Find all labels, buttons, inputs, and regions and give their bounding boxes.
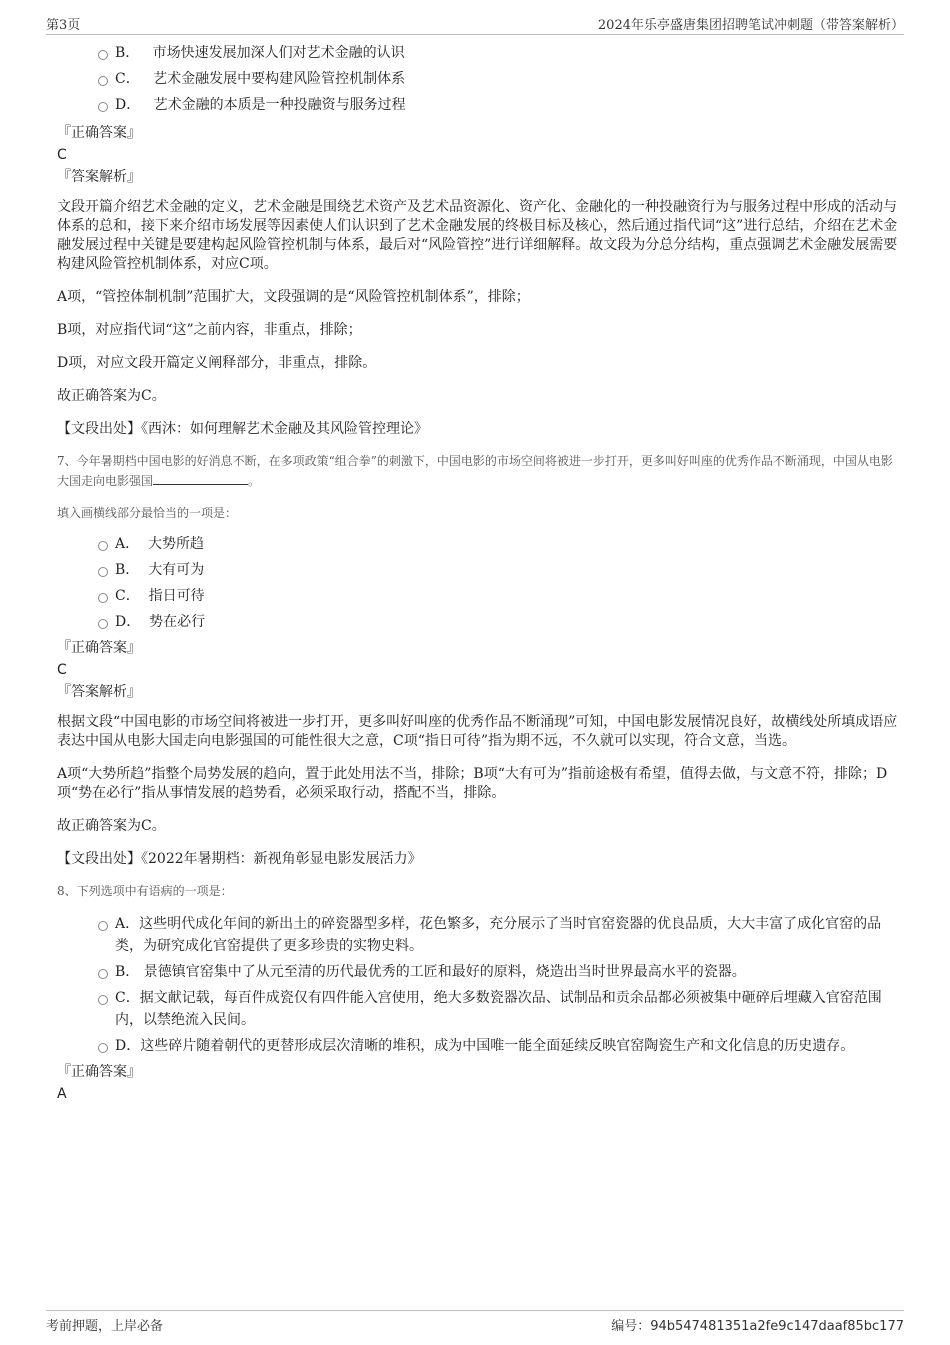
source-citation: 【文段出处】《2022年暑期档：新视角彰显电影发展活力》 (57, 851, 422, 867)
page-footer (46, 1310, 904, 1335)
q7-option-c[interactable]: C． 指日可待 (57, 585, 898, 611)
q8-option-d[interactable]: D．这些碎片随着朝代的更替形成层次清晰的堆积，成为中国唯一能全面延续反映官窑陶瓷生产和文化信息的历史遗存。 (57, 1035, 898, 1057)
q8-option-a[interactable]: A．这些明代成化年间的新出土的碎瓷器型多样，花色繁多，充分展示了当时官窑瓷器的优良品质，大大丰富了成化官窑的品类，为研究成化官窑提供了更多珍贵的实物史料。 (57, 913, 898, 957)
page-number: 第3页 (46, 18, 81, 33)
radio-icon[interactable] (98, 619, 108, 629)
analysis-paragraph: 文段开篇介绍艺术金融的定义，艺术金融是围绕艺术资产及艺术品资源化、资产化、金融化的一种投融资行为与服务过程中形成的活动与体系的总和，接下来介绍市场发展等因素使人们认识到了艺术金融发展的终极目标及核心，然后通过指代词“这”进行总结，介绍在艺术金融发展过程中关键是要建构起风险管控机制与体系，最后对“风险管控”进行详细解释。故文段为分总分结构，重点强调艺术金融发展需要构建风险管控机制体系，对应C项。 (57, 199, 898, 272)
analysis-paragraph: 根据文段“中国电影的市场空间将被进一步打开，更多叫好叫座的优秀作品不断涌现”可知，中国电影发展情况良好，故横线处所填成语应表达中国从电影大国走向电影强国的可能性很大之意，C项“指日可待”指为期不远，不久就可以实现，符合文意，当选。 (57, 714, 898, 749)
correct-answer: A (57, 1086, 67, 1102)
q7-stem: 7、今年暑期档中国电影的好消息不断，在多项政策“组合拳”的刺激下，中国电影的市场空间将被进一步打开，更多叫好叫座的优秀作品不断涌现，中国从电影大国走向电影强国 。 (57, 454, 893, 488)
analysis-label: 『答案解析』 (57, 169, 141, 185)
radio-icon[interactable] (98, 921, 108, 931)
answer-label: 『正确答案』 (57, 640, 141, 656)
analysis-paragraph: A项“大势所趋”指整个局势发展的趋向，置于此处用法不当，排除；B项“大有可为”指前途极有希望，值得去做，与文意不符，排除；D项“势在必行”指从事情发展的趋势看，必须采取行动，搭配不当，排除。 (57, 766, 888, 801)
q8-option-b[interactable]: B． 景德镇官窑集中了从元至清的历代最优秀的工匠和最好的原料，烧造出当时世界最高水平的瓷器。 (57, 961, 898, 983)
analysis-paragraph: 故正确答案为C。 (57, 388, 166, 404)
q6-option-b[interactable]: B． 市场快速发展加深人们对艺术金融的认识 (57, 42, 898, 68)
correct-answer: C (57, 662, 67, 678)
q7-prompt: 填入画横线部分最恰当的一项是： (57, 506, 238, 520)
q6-option-d[interactable]: D． 艺术金融的本质是一种投融资与服务过程 (57, 94, 898, 120)
analysis-label: 『答案解析』 (57, 684, 141, 700)
analysis-paragraph: B项，对应指代词“这”之前内容，非重点，排除； (57, 322, 362, 338)
document-code: 编号：94b547481351a2fe9c147daaf85bc177 (611, 1319, 904, 1334)
q6-options (57, 42, 898, 120)
radio-icon[interactable] (98, 102, 108, 112)
q8-option-c[interactable]: C．据文献记载，每百件成瓷仅有四件能入宫使用，绝大多数瓷器次品、试制品和贡余品都必须被集中砸碎后埋藏入官窑范围内，以禁绝流入民间。 (57, 987, 898, 1031)
radio-icon[interactable] (98, 1043, 108, 1053)
q6-option-c[interactable]: C． 艺术金融发展中要构建风险管控机制体系 (57, 68, 898, 94)
analysis-paragraph: 故正确答案为C。 (57, 818, 166, 834)
footer-slogan: 考前押题，上岸必备 (46, 1319, 164, 1334)
correct-answer: C (57, 147, 67, 163)
radio-icon[interactable] (98, 50, 108, 60)
q7-option-a[interactable]: A． 大势所趋 (57, 533, 898, 559)
radio-icon[interactable] (98, 995, 108, 1005)
q7-options (57, 533, 898, 637)
radio-icon[interactable] (98, 593, 108, 603)
q8-options (57, 913, 898, 1057)
q7-option-b[interactable]: B． 大有可为 (57, 559, 898, 585)
analysis-paragraph: A项，“管控体制机制”范围扩大，文段强调的是“风险管控机制体系”，排除； (57, 289, 530, 305)
answer-label: 『正确答案』 (57, 125, 141, 141)
answer-blank (153, 472, 248, 485)
radio-icon[interactable] (98, 969, 108, 979)
radio-icon[interactable] (98, 567, 108, 577)
page-content (57, 42, 898, 1105)
document-title: 2024年乐亭盛唐集团招聘笔试冲刺题（带答案解析） (597, 18, 904, 33)
radio-icon[interactable] (98, 541, 108, 551)
q7-option-d[interactable]: D． 势在必行 (57, 611, 898, 637)
page-header (46, 14, 904, 35)
answer-label: 『正确答案』 (57, 1064, 141, 1080)
q8-stem: 8、下列选项中有语病的一项是： (57, 884, 233, 898)
source-citation: 【文段出处】《西沐：如何理解艺术金融及其风险管控理论》 (57, 421, 428, 437)
radio-icon[interactable] (98, 76, 108, 86)
analysis-paragraph: D项，对应文段开篇定义阐释部分，非重点，排除。 (57, 355, 377, 371)
